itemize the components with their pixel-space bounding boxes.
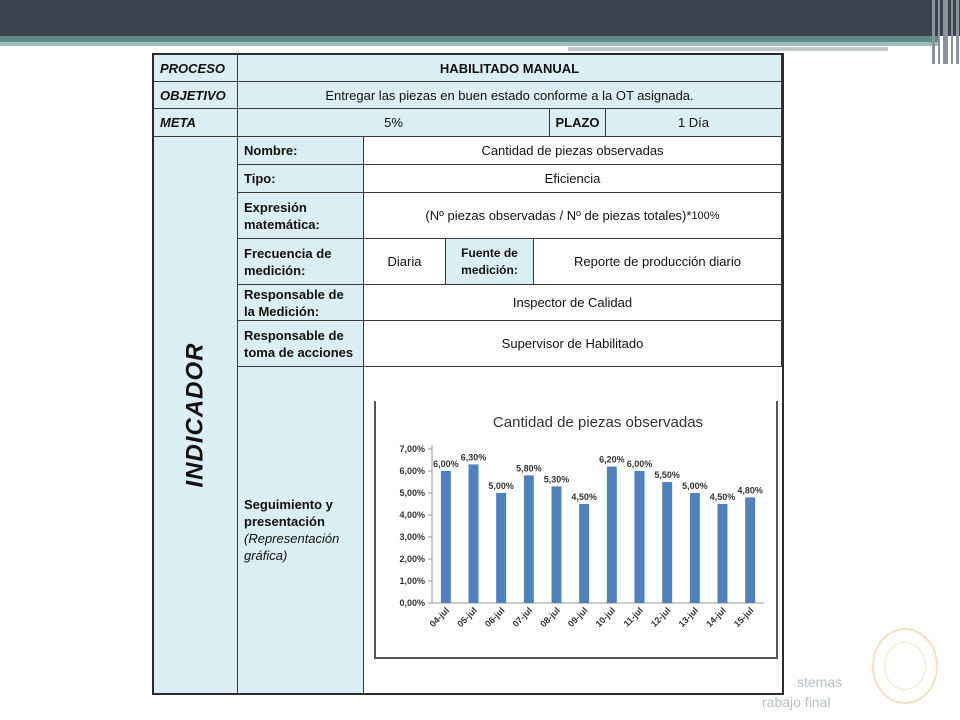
fuente-label-line2: medición: [461, 262, 518, 277]
x-tick-label: 11-jul [621, 605, 645, 629]
data-label: 6,00% [433, 459, 459, 469]
y-tick-label: 4,00% [399, 510, 425, 520]
data-label: 6,00% [626, 459, 653, 469]
meta-value: 5% [238, 109, 550, 137]
y-tick-label: 0,00% [399, 598, 425, 608]
bar [441, 471, 451, 603]
frecuencia-label [238, 239, 364, 285]
chart-frame [374, 401, 778, 659]
responsable-medicion-value: Inspector de Calidad [364, 285, 782, 321]
nombre-label: Nombre: [238, 137, 364, 165]
objetivo-label: OBJETIVO [154, 82, 238, 109]
seguimiento-label-line4: gráfica) [244, 548, 288, 563]
proceso-label: PROCESO [154, 55, 238, 82]
seguimiento-label-line2: presentación [244, 514, 325, 529]
bar [607, 467, 617, 603]
plazo-label: PLAZO [550, 109, 606, 137]
bar [579, 504, 589, 603]
data-label: 5,80% [516, 463, 542, 474]
y-tick-label: 6,00% [399, 466, 425, 476]
responsable-medicion-label-line1: Responsable de [244, 286, 344, 302]
indicador-vertical-label [154, 137, 238, 693]
data-label: 4,50% [571, 492, 597, 502]
frecuencia-label-line2: medición: [244, 262, 306, 278]
university-seal-inner [884, 642, 926, 690]
footer-text-1: stemas [797, 674, 843, 690]
data-label: 5,00% [682, 481, 708, 491]
frecuencia-label-line1: Frecuencia de [244, 245, 332, 261]
slide-accent-bar-thin [0, 42, 940, 46]
y-tick-label: 2,00% [399, 554, 425, 564]
x-tick-label: 05-jul [455, 605, 479, 630]
expresion-label-line2: matemática: [244, 216, 320, 232]
responsable-medicion-label-line2: la Medición: [244, 303, 320, 319]
responsable-acciones-label-line2: toma de acciones [244, 344, 354, 360]
expresion-label-line1: Expresión [244, 199, 307, 215]
data-label: 5,00% [488, 481, 514, 491]
seguimiento-label-line1: Seguimiento y [244, 497, 333, 512]
slide-divider-line [568, 47, 888, 51]
y-tick-label: 1,00% [399, 576, 425, 586]
x-tick-label: 10-jul [593, 605, 618, 630]
x-tick-label: 12-jul [648, 605, 673, 630]
indicador-label-text: INDICADOR [181, 342, 209, 488]
proceso-value: HABILITADO MANUAL [238, 55, 782, 82]
responsable-acciones-label [238, 321, 364, 367]
data-label: 5,30% [543, 474, 570, 485]
x-tick-label: 09-jul [565, 605, 590, 630]
expresion-label [238, 193, 364, 239]
y-tick-label: 5,00% [399, 488, 425, 498]
slide-corner-decoration [930, 0, 960, 64]
data-label: 4,50% [709, 492, 736, 502]
y-tick-label: 7,00% [399, 444, 425, 454]
responsable-acciones-value: Supervisor de Habilitado [364, 321, 782, 367]
slide-top-bar [0, 0, 960, 36]
bar [690, 493, 700, 603]
objetivo-value: Entregar las piezas en buen estado conforme a la OT asignada. [238, 82, 782, 109]
x-tick-label: 07-jul [510, 605, 535, 630]
bar [662, 482, 672, 603]
nombre-value: Cantidad de piezas observadas [364, 137, 782, 165]
bar [496, 493, 506, 603]
data-label: 4,80% [737, 485, 763, 496]
fuente-value: Reporte de producción diario [534, 239, 782, 285]
x-tick-label: 04-jul [427, 605, 452, 630]
plazo-value: 1 Día [606, 109, 782, 137]
responsable-acciones-label-line1: Responsable de [244, 327, 344, 343]
x-tick-label: 13-jul [676, 605, 701, 630]
bar [469, 464, 479, 603]
meta-label: META [154, 109, 238, 137]
expresion-formula: (Nº piezas observadas / Nº de piezas totales)* [425, 208, 692, 223]
bar [635, 471, 645, 603]
bar [745, 497, 755, 603]
y-tick-label: 3,00% [399, 532, 425, 542]
data-label: 6,30% [460, 452, 487, 463]
frecuencia-value: Diaria [364, 239, 446, 285]
seguimiento-label [238, 367, 364, 693]
expresion-value [364, 193, 782, 239]
responsable-medicion-label [238, 285, 364, 321]
seguimiento-label-line3: (Representación [244, 531, 340, 546]
bar [552, 486, 562, 603]
fuente-label [446, 239, 534, 285]
x-tick-label: 14-jul [704, 605, 728, 630]
data-label: 6,20% [599, 454, 625, 465]
chart-title: Cantidad de piezas observadas [492, 414, 704, 431]
bar [718, 504, 728, 603]
x-tick-label: 15-jul [731, 605, 756, 630]
tipo-label: Tipo: [238, 165, 364, 193]
footer-text-2: rabajo final [762, 694, 831, 710]
data-label: 5,50% [654, 470, 680, 480]
indicator-sheet [152, 53, 784, 695]
x-tick-label: 06-jul [482, 605, 507, 630]
fuente-label-line1: Fuente de [461, 245, 518, 260]
x-tick-label: 08-jul [538, 605, 562, 630]
expresion-formula-factor: 100% [691, 209, 720, 222]
bar [524, 475, 534, 603]
bar-chart [376, 401, 776, 657]
tipo-value: Eficiencia [364, 165, 782, 193]
